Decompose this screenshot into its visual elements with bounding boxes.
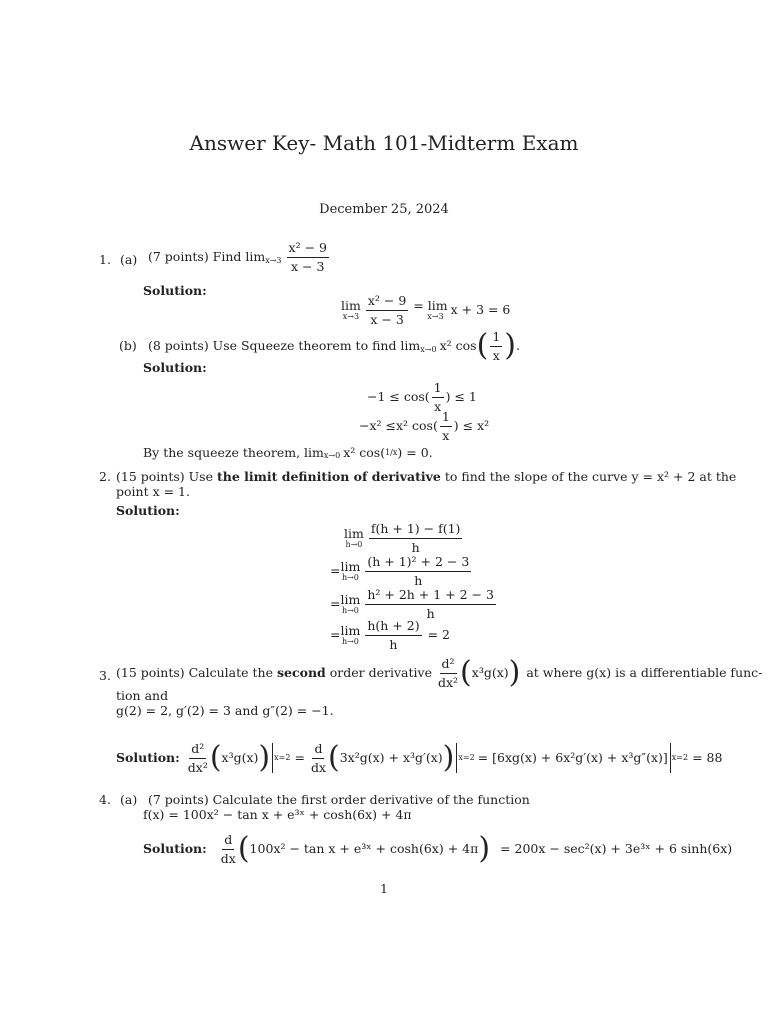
q4a-paren-l: ( <box>237 831 250 867</box>
q3-sol-bracket: = [6xg(x) + 6x²g′(x) + x³g″(x)] <box>477 750 668 765</box>
q1b-tail: x² cos <box>439 338 477 353</box>
q1b-right-paren: ) <box>504 328 516 364</box>
q4a-d-frac <box>221 833 236 866</box>
q1a-sol-fraction <box>366 294 408 327</box>
q1b-left-paren: ( <box>476 328 489 364</box>
question-1b-prompt: (8 points) Use Squeeze theorem to find lim x→0 x² cos ( $\frac{1}{x}$ ) . <box>148 328 520 364</box>
q1b-conclusion-den: x <box>392 448 398 457</box>
q1a-sol-lim2-sub: x→3 <box>427 312 444 321</box>
q1a-sol-lim <box>341 297 361 322</box>
question-2-line2: point x = 1. <box>116 484 190 499</box>
q2-points: (15 points) Use <box>116 469 213 484</box>
q2-result: = 2 <box>427 627 450 642</box>
q2-s3-lim-word: lim <box>340 591 361 607</box>
q3-sol-paren-r: ) <box>258 740 271 776</box>
q2-s3-lim <box>340 591 361 616</box>
question-4a-function: f(x) = 100x² − tan x + e³ˣ + cosh(6x) + 4π <box>143 807 412 822</box>
q4a-inner: 100x² − tan x + e³ˣ + cosh(6x) + 4π <box>249 841 479 856</box>
q3-sol-d2: d² <box>189 742 206 759</box>
q3-sol-paren2-l: ( <box>328 740 340 776</box>
q2-s3-den: h <box>426 605 435 621</box>
q2-s3-num: h² + 2h + 1 + 2 − 3 <box>365 588 496 605</box>
q2-s2-eq: = <box>330 563 341 578</box>
q3-sol-paren-l: ( <box>209 740 222 776</box>
q1a-sol-lim-sub: x→3 <box>342 312 360 321</box>
q2-step1 <box>344 522 464 555</box>
q1a-sol-den: x − 3 <box>370 311 404 327</box>
q2-rest: to find the slope of the curve y = x² + 2 at the <box>444 469 737 484</box>
q2-step3 <box>330 588 498 621</box>
q3-sol-eval2: x=2 <box>458 753 475 763</box>
question-4a-prompt: (7 points) Calculate the first order derivative of the function <box>148 792 530 807</box>
q1b-fraction <box>490 330 502 363</box>
q2-s3-eq: = <box>330 596 341 611</box>
q1b-line2-den: x <box>442 427 450 443</box>
q1a-prompt-text: (7 points) Find lim <box>148 249 266 264</box>
q2-s1-frac <box>369 522 463 555</box>
q3-sol-bar3 <box>670 743 671 773</box>
q3-right-paren: ) <box>508 655 521 691</box>
question-4a-label: (a) <box>120 792 138 807</box>
q1a-solution-math <box>341 294 510 327</box>
q2-bold: the limit definition of derivative <box>216 469 441 484</box>
exam-date: December 25, 2024 <box>319 202 449 217</box>
q1b-limit-sub: x→0 <box>420 345 437 355</box>
q3-solution-label: Solution: <box>116 750 180 765</box>
q1b-line2-num: 1 <box>440 410 452 427</box>
question-1b-label: (b) <box>119 338 137 353</box>
q1b-frac-num: 1 <box>490 330 502 347</box>
q1b-conclusion-end: ) = 0. <box>397 444 433 460</box>
q1a-numerator: x² − 9 <box>287 241 329 258</box>
q1a-sol-lim2-word: = lim <box>413 297 448 313</box>
q3-d2-frac <box>438 657 458 690</box>
q3-sol-paren2-r: ) <box>442 740 455 776</box>
q4a-solution-label: Solution: <box>143 841 207 856</box>
q4a-d: d <box>222 833 234 850</box>
q2-solution-label: Solution: <box>116 503 180 518</box>
q3-sol-bar2 <box>456 743 457 773</box>
q1b-solution-label: Solution: <box>143 360 207 375</box>
q2-s2-lim <box>340 558 361 583</box>
q3-sol-dx: dx <box>310 759 326 775</box>
q1b-conclusion-text: By the squeeze theorem, lim <box>143 444 324 460</box>
q3-post: at where g(x) is a differentiable func- <box>526 665 763 680</box>
question-3-line3: g(2) = 2, g′(2) = 3 and g″(2) = −1. <box>116 703 334 718</box>
q2-step4 <box>330 619 450 652</box>
q1b-frac-den: x <box>492 347 500 363</box>
q1b-line2-frac <box>440 410 452 443</box>
q3-solution <box>116 742 722 775</box>
q4a-paren-r: ) <box>478 831 491 867</box>
q1b-conclusion-frac: 1/x <box>385 448 398 457</box>
q2-s1-num: f(h + 1) − f(1) <box>369 522 463 539</box>
question-4-number: 4. <box>99 792 111 807</box>
question-3-line1 <box>116 657 762 690</box>
q1a-denominator: x − 3 <box>291 258 325 274</box>
q3-sol-eval3: x=2 <box>671 753 689 763</box>
page-number: 1 <box>380 881 388 896</box>
q2-s1-lim-word: lim <box>344 525 364 541</box>
q1a-fraction <box>287 241 329 274</box>
q1a-sol-num: x² − 9 <box>366 294 408 311</box>
q2-s1-lim-sub: h→0 <box>345 540 363 549</box>
q2-s1-den: h <box>411 539 420 555</box>
question-3-number: 3. <box>99 668 111 683</box>
q2-s2-lim-sub: h→0 <box>341 573 359 582</box>
q2-s4-eq: = <box>330 627 341 642</box>
q1b-line2-right: ) ≤ x² <box>453 418 490 433</box>
q3-sol-result: = 88 <box>692 750 723 765</box>
q3-sol-eq1: = <box>294 750 305 765</box>
q1b-conclusion-tail: x² cos( <box>343 444 386 460</box>
q3-sol-d2-frac <box>188 742 208 775</box>
q3-bold: second <box>277 665 326 680</box>
q2-s3-lim-sub: h→0 <box>341 606 359 615</box>
q3-sol-inner2: 3x²g(x) + x³g′(x) <box>339 750 443 765</box>
q2-s2-frac <box>365 555 471 588</box>
q1a-sol-lim-word: lim <box>341 297 361 313</box>
q1b-conclusion-num: 1 <box>385 448 391 457</box>
q3-sol-dx2: dx² <box>187 759 208 775</box>
q2-s4-num: h(h + 2) <box>365 619 421 636</box>
q3-sol-eval1: x=2 <box>274 753 291 763</box>
q3-inner: x³g(x) <box>471 665 509 680</box>
q1b-prompt-text: (8 points) Use Squeeze theorem to find lim <box>148 338 421 353</box>
q2-s4-lim-word: lim <box>340 622 361 638</box>
q1a-solution-label: Solution: <box>143 283 207 298</box>
q2-s2-num: (h + 1)² + 2 − 3 <box>365 555 471 572</box>
q4a-dx: dx <box>220 850 236 866</box>
q3-sol-bar1 <box>272 743 273 773</box>
q1b-line1 <box>367 381 477 414</box>
q3-pre: (15 points) Calculate the <box>116 665 274 680</box>
q4a-result: = 200x − sec²(x) + 3e³ˣ + 6 sinh(6x) <box>500 841 733 856</box>
q3-d2: d² <box>440 657 457 674</box>
q3-sol-d-frac <box>311 742 326 775</box>
page-title: Answer Key- Math 101-Midterm Exam <box>189 131 579 155</box>
question-1a-prompt <box>148 241 331 274</box>
q2-s3-frac <box>365 588 496 621</box>
q3-left-paren: ( <box>460 655 472 691</box>
q1b-line1-den: x <box>434 398 442 414</box>
q2-s2-den: h <box>414 572 423 588</box>
question-2-number: 2. <box>99 469 111 484</box>
q2-s4-frac <box>365 619 421 652</box>
q2-s4-lim <box>340 622 361 647</box>
q3-mid: order derivative <box>329 665 432 680</box>
q3-sol-inner: x³g(x) <box>221 750 259 765</box>
q1a-sol-result: x + 3 = 6 <box>450 302 511 317</box>
q3-sol-d: d <box>312 742 324 759</box>
q2-s1-lim <box>344 525 364 550</box>
q1b-line1-num: 1 <box>432 381 444 398</box>
q1a-limit-sub: x→3 <box>265 256 282 266</box>
question-3-line2: tion and <box>116 688 169 703</box>
q2-s4-lim-sub: h→0 <box>341 637 359 646</box>
q2-s4-den: h <box>389 636 398 652</box>
question-1a-label: (a) <box>120 252 138 267</box>
q1a-sol-lim2 <box>413 297 448 322</box>
q1b-conclusion <box>143 446 433 460</box>
q1b-line1-left: −1 ≤ cos( <box>367 389 430 404</box>
q1b-line1-right: ) ≤ 1 <box>445 389 477 404</box>
q4a-solution <box>143 833 732 866</box>
q2-s2-lim-word: lim <box>340 558 361 574</box>
q1b-line2 <box>359 410 489 443</box>
question-1-number: 1. <box>99 252 111 267</box>
question-2-line1 <box>116 471 736 484</box>
q1b-line2-left: −x² ≤x² cos( <box>359 418 438 433</box>
q2-step2 <box>330 555 473 588</box>
q1b-conclusion-sub: x→0 <box>323 451 341 460</box>
q3-dx2: dx² <box>437 674 459 690</box>
